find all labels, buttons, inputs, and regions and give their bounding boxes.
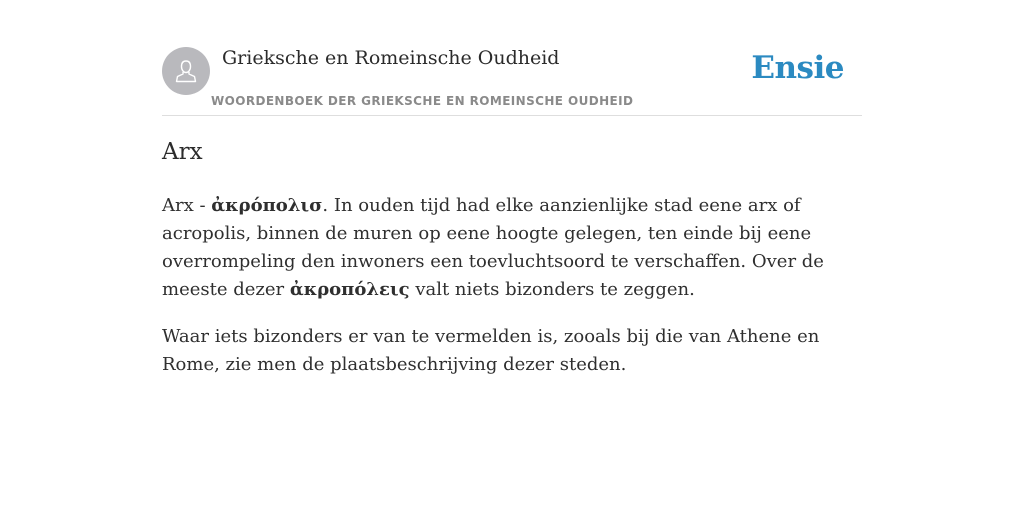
- source-avatar[interactable]: [162, 47, 210, 95]
- entry-body: [162, 192, 862, 398]
- page-header: [162, 46, 862, 116]
- entry-title: Arx: [162, 139, 203, 165]
- paragraph-text: . In ouden tijd had elke aanzienlijke stad eene arx of acropolis, binnen de muren op eene hoogte gelegen, ten einde bij eene overrompeling den inwoners een toevluchtsoord te verschaffen. Over de meeste dezer: [162, 195, 824, 300]
- ensie-logo[interactable]: Ensie: [751, 50, 844, 86]
- entry-paragraph-2: Waar iets bizonders er van te vermelden is, zooals bij die van Athene en Rome, zie men de plaatsbeschrijving dezer steden.: [162, 326, 820, 375]
- greek-term: ἀκροπόλεις: [289, 279, 410, 300]
- paragraph-text: Arx -: [162, 195, 212, 216]
- paragraph-text: valt niets bizonders te zeggen.: [409, 279, 695, 300]
- user-silhouette-icon: [171, 56, 201, 86]
- source-title-link[interactable]: Grieksche en Romeinsche Oudheid: [222, 47, 560, 69]
- source-subtitle: WOORDENBOEK DER GRIEKSCHE EN ROMEINSCHE OUDHEID: [211, 94, 634, 108]
- entry-paragraph-1: [162, 192, 862, 304]
- greek-term: ἀκρόπολισ: [211, 195, 323, 216]
